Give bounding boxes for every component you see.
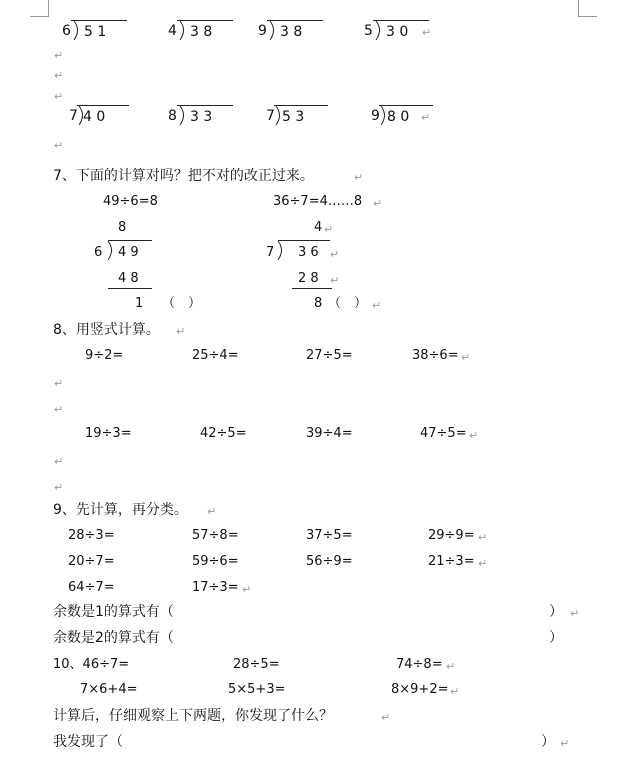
close-paren: ） [549,604,563,620]
q9-problem: 17÷3= [192,580,239,595]
q9-problem: 29÷9= [428,528,475,543]
close-paren: ） [549,630,563,646]
divisor: 6 [62,23,71,39]
quotient: 8 [118,220,127,235]
divisor: 6 [94,245,103,260]
answer-parens[interactable]: （ ） [328,296,368,311]
paragraph-mark: ↵ [354,171,364,184]
remainder: 1 [135,296,144,311]
q9-problem: 64÷7= [68,580,115,595]
product: 2 8 [298,271,319,286]
paragraph-mark: ↵ [381,711,391,724]
paragraph-mark: ↵ [330,274,340,287]
close-paren: ） [541,734,555,750]
paragraph-mark: ↵ [478,557,488,570]
long-division [364,20,444,42]
dividend: 3 8 [190,24,213,40]
long-division [258,20,328,42]
paragraph-mark: ↵ [450,685,460,698]
paragraph-mark: ↵ [421,111,431,124]
paragraph-mark: ↵ [54,403,64,416]
divisor: 7 [266,245,275,260]
dividend: 3 3 [190,109,213,125]
paragraph-mark: ↵ [207,505,217,518]
crop-mark-left-h [30,16,49,17]
q9-problem: 59÷6= [192,554,239,569]
divisor: 7 [69,108,78,124]
remainder: 8 [314,296,323,311]
paragraph-mark: ↵ [478,531,488,544]
dividend: 5 3 [282,109,305,125]
q8-problem: 38÷6= [412,348,459,363]
divisor: 5 [364,23,373,39]
found-label: 我发现了（ [53,734,123,750]
dividend: 4 0 [83,109,106,125]
q8-problem: 39÷4= [306,426,353,441]
paragraph-mark: ↵ [176,325,186,338]
q8-problem: 9÷2= [85,348,124,363]
paragraph-mark: ↵ [54,69,64,82]
q8-problem: 42÷5= [200,426,247,441]
divisor: 7 [266,108,275,124]
q10-problem: 7×6+4= [80,682,138,697]
paragraph-mark: ↵ [54,139,64,152]
paragraph-mark: ↵ [54,90,64,103]
dividend: 8 0 [387,109,410,125]
dividend: 3 6 [298,245,319,260]
q7-title: 7、下面的计算对吗？把不对的改正过来。 [53,168,314,184]
paragraph-mark: ↵ [422,26,432,39]
paragraph-mark: ↵ [446,660,456,673]
dividend: 3 0 [386,24,409,40]
q9-problem: 21÷3= [428,554,475,569]
paragraph-mark: ↵ [54,377,64,390]
q9-problem: 37÷5= [306,528,353,543]
long-division [371,105,451,127]
paragraph-mark: ↵ [54,49,64,62]
q10-problem: 28÷5= [233,657,280,672]
crop-mark-left [48,0,49,16]
divisor: 9 [371,108,380,124]
q9-problem: 28÷3= [68,528,115,543]
q10-problem: 5×5+3= [228,682,286,697]
long-division [62,20,132,42]
paragraph-mark: ↵ [54,455,64,468]
q10-problem: 10、46÷7= [53,657,130,672]
remainder-1-label: 余数是1的算式有（ [53,604,174,620]
q8-problem: 27÷5= [306,348,353,363]
paragraph-mark: ↵ [570,607,580,620]
paragraph-mark: ↵ [560,737,570,750]
q9-title: 9、先计算，再分类。 [53,502,188,518]
paragraph-mark: ↵ [461,351,471,364]
q7-left-expression: 49÷6=8 [103,194,158,209]
q9-problem: 56÷9= [306,554,353,569]
dividend: 5 1 [84,24,107,40]
answer-parens[interactable]: （ ） [162,296,202,311]
divisor: 9 [258,23,267,39]
divisor: 8 [168,108,177,124]
q10-problem: 8×9+2= [391,682,449,697]
dividend: 3 8 [280,24,303,40]
long-division [168,105,238,127]
q8-problem: 47÷5= [420,426,467,441]
paragraph-mark: ↵ [54,481,64,494]
q8-problem: 19÷3= [85,426,132,441]
paragraph-mark: ↵ [469,429,479,442]
q8-problem: 25÷4= [192,348,239,363]
quotient: 4 [314,220,323,235]
crop-mark-right-h [578,16,597,17]
paragraph-mark: ↵ [242,583,252,596]
q8-title: 8、用竖式计算。 [53,322,160,338]
paragraph-mark: ↵ [373,197,383,210]
q7-right-expression: 36÷7=4……8 [273,194,363,209]
dividend: 4 9 [118,245,139,260]
crop-mark-right [578,0,579,16]
q9-problem: 20÷7= [68,554,115,569]
paragraph-mark: ↵ [372,299,382,312]
divisor: 4 [168,23,177,39]
long-division [69,105,139,127]
paragraph-mark: ↵ [330,248,340,261]
q10-problem: 74÷8= [396,657,443,672]
remainder-2-label: 余数是2的算式有（ [53,630,174,646]
long-division [266,105,336,127]
product: 4 8 [118,271,139,286]
q9-problem: 57÷8= [192,528,239,543]
paragraph-mark: ↵ [324,223,334,236]
observe-prompt: 计算后，仔细观察上下两题，你发现了什么？ [53,708,333,724]
long-division [168,20,238,42]
